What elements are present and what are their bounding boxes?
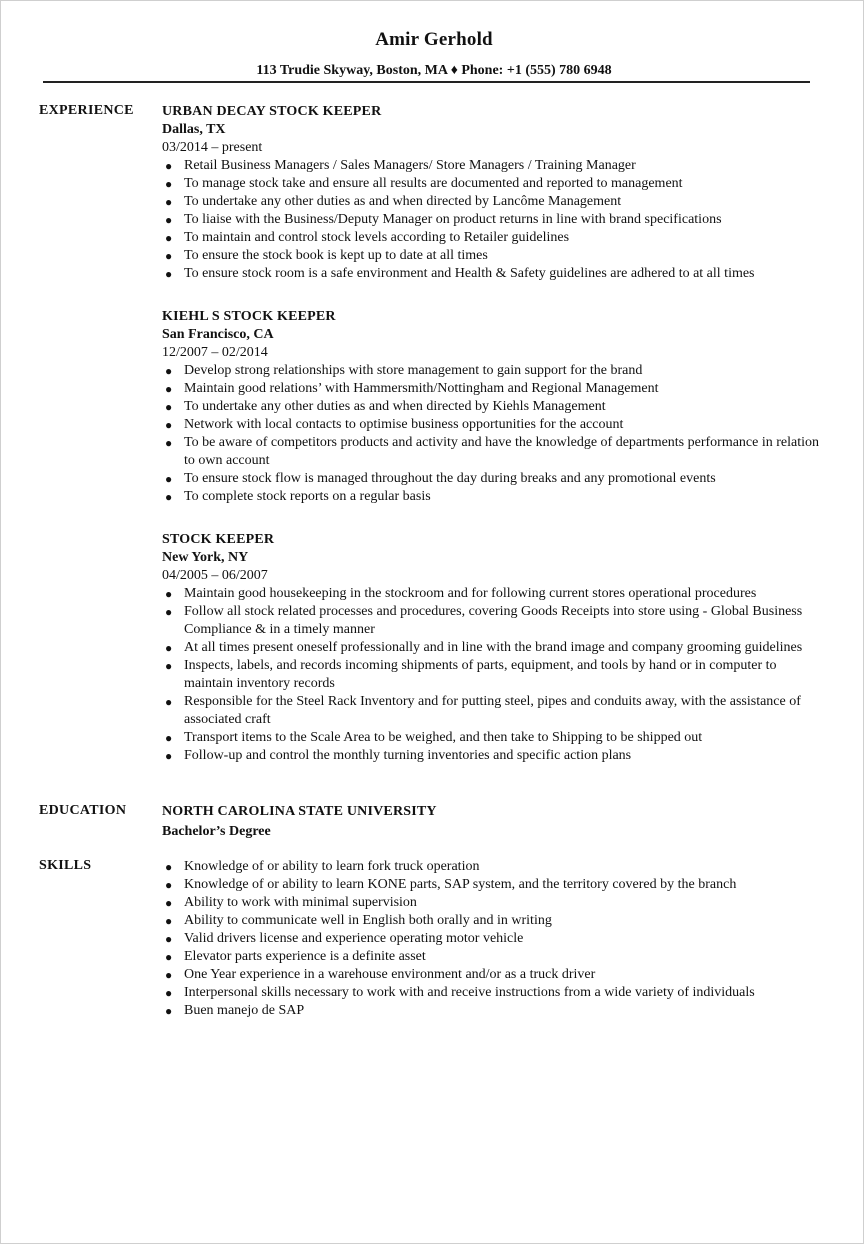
bullet-text: At all times present oneself professionally and in line with the brand image and company grooming guidelines xyxy=(184,640,803,655)
job-dates: 12/2007 – 02/2014 xyxy=(162,345,268,360)
candidate-name: Amir Gerhold xyxy=(375,29,493,50)
list-item xyxy=(162,380,822,398)
bullet-icon: ● xyxy=(165,418,173,432)
bullet-icon: ● xyxy=(165,1004,173,1018)
list-item xyxy=(162,193,822,211)
skill-text: Knowledge of or ability to learn KONE parts, SAP system, and the territory covered by the branch xyxy=(184,877,737,892)
bullet-icon: ● xyxy=(165,213,173,227)
list-item xyxy=(162,858,822,876)
list-item xyxy=(162,657,822,693)
bullet-text: Network with local contacts to optimise business opportunities for the account xyxy=(184,417,624,432)
bullet-text: To ensure the stock book is kept up to date at all times xyxy=(184,248,488,263)
job-bullets xyxy=(162,157,822,283)
list-item xyxy=(162,966,822,984)
skill-text: Valid drivers license and experience operating motor vehicle xyxy=(184,931,524,946)
bullet-icon: ● xyxy=(165,490,173,504)
job-title: KIEHL S STOCK KEEPER xyxy=(162,309,336,324)
list-item xyxy=(162,747,822,765)
bullet-icon: ● xyxy=(165,695,173,709)
list-item xyxy=(162,585,822,603)
bullet-icon: ● xyxy=(165,968,173,982)
list-item xyxy=(162,603,822,639)
bullet-icon: ● xyxy=(165,436,173,450)
list-item xyxy=(162,984,822,1002)
bullet-icon: ● xyxy=(165,896,173,910)
list-item xyxy=(162,416,822,434)
list-item xyxy=(162,470,822,488)
bullet-icon: ● xyxy=(165,587,173,601)
bullet-icon: ● xyxy=(165,364,173,378)
bullet-text: Follow-up and control the monthly turning inventories and specific action plans xyxy=(184,748,632,763)
list-item xyxy=(162,930,822,948)
bullet-text: To ensure stock room is a safe environment and Health & Safety guidelines are adhered to at all times xyxy=(184,266,755,281)
section-label-education: EDUCATION xyxy=(39,803,127,818)
skills-body xyxy=(162,858,822,1020)
list-item xyxy=(162,729,822,747)
job-title: URBAN DECAY STOCK KEEPER xyxy=(162,104,382,119)
bullet-text: To maintain and control stock levels according to Retailer guidelines xyxy=(184,230,570,245)
section-label-skills: SKILLS xyxy=(39,858,92,873)
list-item xyxy=(162,362,822,380)
job-entry xyxy=(162,531,822,765)
bullet-text: Responsible for the Steel Rack Inventory and for putting steel, pipes and conduits away, with the assistance of associated craft xyxy=(184,694,801,727)
job-entry xyxy=(162,103,822,283)
bullet-text: Maintain good housekeeping in the stockroom and for following current stores operational procedures xyxy=(184,586,757,601)
bullet-text: To ensure stock flow is managed throughout the day during breaks and any promotional events xyxy=(184,471,716,486)
list-item xyxy=(162,894,822,912)
bullet-text: To undertake any other duties as and when directed by Kiehls Management xyxy=(184,399,606,414)
bullet-icon: ● xyxy=(165,986,173,1000)
job-location: New York, NY xyxy=(162,550,249,565)
bullet-icon: ● xyxy=(165,749,173,763)
bullet-text: To complete stock reports on a regular basis xyxy=(184,489,431,504)
list-item xyxy=(162,211,822,229)
bullet-icon: ● xyxy=(165,472,173,486)
bullet-icon: ● xyxy=(165,382,173,396)
degree-name: Bachelor’s Degree xyxy=(162,824,271,839)
bullet-icon: ● xyxy=(165,400,173,414)
header-divider xyxy=(43,81,810,83)
job-location: San Francisco, CA xyxy=(162,327,274,342)
list-item xyxy=(162,1002,822,1020)
bullet-text: Develop strong relationships with store management to gain support for the brand xyxy=(184,363,643,378)
bullet-icon: ● xyxy=(165,860,173,874)
bullet-icon: ● xyxy=(165,659,173,673)
list-item xyxy=(162,175,822,193)
bullet-text: Inspects, labels, and records incoming shipments of parts, equipment, and tools by hand or in computer to maintain inventory records xyxy=(184,658,777,691)
bullet-text: Maintain good relations’ with Hammersmith/Nottingham and Regional Management xyxy=(184,381,659,396)
contact-line: 113 Trudie Skyway, Boston, MA ♦ Phone: +1 (555) 780 6948 xyxy=(256,63,612,78)
job-dates: 04/2005 – 06/2007 xyxy=(162,568,268,583)
bullet-icon: ● xyxy=(165,878,173,892)
list-item xyxy=(162,247,822,265)
skills-list xyxy=(162,858,822,1020)
job-bullets xyxy=(162,362,822,506)
list-item xyxy=(162,398,822,416)
bullet-icon: ● xyxy=(165,914,173,928)
skill-text: Ability to work with minimal supervision xyxy=(184,895,417,910)
list-item xyxy=(162,265,822,283)
skill-text: Elevator parts experience is a definite asset xyxy=(184,949,426,964)
bullet-icon: ● xyxy=(165,267,173,281)
bullet-text: To be aware of competitors products and activity and have the knowledge of departments performance in relation to own account xyxy=(184,435,820,468)
bullet-icon: ● xyxy=(165,195,173,209)
bullet-icon: ● xyxy=(165,177,173,191)
list-item xyxy=(162,948,822,966)
bullet-icon: ● xyxy=(165,159,173,173)
list-item xyxy=(162,488,822,506)
list-item xyxy=(162,876,822,894)
job-dates: 03/2014 – present xyxy=(162,140,263,155)
bullet-text: To manage stock take and ensure all results are documented and reported to management xyxy=(184,176,683,191)
bullet-icon: ● xyxy=(165,731,173,745)
job-entry xyxy=(162,308,822,506)
bullet-text: Follow all stock related processes and procedures, covering Goods Receipts into store using - Global Business Compliance & in a timely manner xyxy=(184,604,803,637)
skill-text: Interpersonal skills necessary to work with and receive instructions from a wide variety of individuals xyxy=(184,985,755,1000)
bullet-text: To liaise with the Business/Deputy Manager on product returns in line with brand specifications xyxy=(184,212,722,227)
bullet-icon: ● xyxy=(165,605,173,619)
bullet-icon: ● xyxy=(165,950,173,964)
list-item xyxy=(162,912,822,930)
list-item xyxy=(162,693,822,729)
school-name: NORTH CAROLINA STATE UNIVERSITY xyxy=(162,804,437,819)
education-body xyxy=(162,803,822,841)
bullet-text: To undertake any other duties as and when directed by Lancôme Management xyxy=(184,194,622,209)
bullet-icon: ● xyxy=(165,249,173,263)
skill-text: One Year experience in a warehouse environment and/or as a truck driver xyxy=(184,967,596,982)
bullet-text: Retail Business Managers / Sales Managers/ Store Managers / Training Manager xyxy=(184,158,636,173)
list-item xyxy=(162,229,822,247)
job-location: Dallas, TX xyxy=(162,122,226,137)
bullet-icon: ● xyxy=(165,932,173,946)
bullet-icon: ● xyxy=(165,231,173,245)
section-label-experience: EXPERIENCE xyxy=(39,103,134,118)
list-item xyxy=(162,157,822,175)
bullet-text: Transport items to the Scale Area to be weighed, and then take to Shipping to be shipped out xyxy=(184,730,703,745)
job-title: STOCK KEEPER xyxy=(162,532,275,547)
list-item xyxy=(162,434,822,470)
job-bullets xyxy=(162,585,822,765)
experience-body xyxy=(162,103,822,765)
skill-text: Ability to communicate well in English both orally and in writing xyxy=(184,913,552,928)
bullet-icon: ● xyxy=(165,641,173,655)
skill-text: Buen manejo de SAP xyxy=(184,1003,305,1018)
skill-text: Knowledge of or ability to learn fork truck operation xyxy=(184,859,480,874)
list-item xyxy=(162,639,822,657)
